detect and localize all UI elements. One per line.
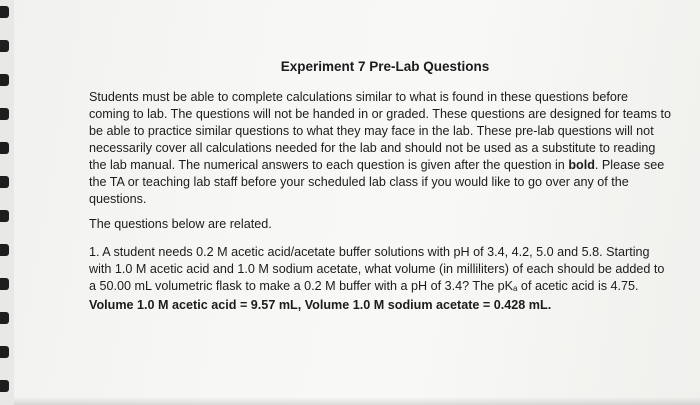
binder-hole [0, 346, 9, 358]
binder-hole [0, 176, 9, 188]
intro-bold-word: bold [568, 158, 595, 172]
binder-hole [0, 244, 9, 256]
binder-hole [0, 312, 9, 324]
intro-text-end: . Please see the TA or teaching lab staff before your scheduled lab class if you would like to go over any of the questions. [89, 158, 665, 206]
question-1 [89, 244, 671, 314]
binder-hole [0, 142, 9, 154]
binder-hole [0, 74, 9, 86]
page-title: Experiment 7 Pre-Lab Questions [280, 59, 490, 74]
intro-paragraph [89, 89, 671, 208]
binder-hole [0, 278, 9, 290]
pka-subscript: a [512, 284, 518, 293]
related-note: The questions below are related. [89, 217, 272, 231]
binder-hole [0, 108, 9, 120]
page-shadow [14, 397, 700, 405]
question-1-answer: Volume 1.0 M acetic acid = 9.57 mL, Volume 1.0 M sodium acetate = 0.428 mL. [89, 298, 552, 312]
binder-hole [0, 380, 9, 392]
binder-hole [0, 210, 9, 222]
document-content [89, 58, 671, 314]
binder-strip [0, 0, 14, 405]
binder-hole [0, 6, 9, 18]
question-1-text-end: of acetic acid is 4.75. [517, 279, 639, 293]
question-1-text: 1. A student needs 0.2 M acetic acid/acetate buffer solutions with pH of 3.4, 4.2, 5.0 and 5.8. Starting with 1.0 M acetic acid and 1.0 M sodium acetate, what volume (in milliliters) of each should be added to a 50.00 mL volumetric flask to make a 0.2 M buffer with a pH of 3.4? The pK [89, 245, 665, 293]
binder-hole [0, 40, 9, 52]
intro-text: Students must be able to complete calculations similar to what is found in these questions before coming to lab. The questions will not be handed in or graded. These questions are designed for teams to be able to practice similar questions to what they may face in the lab. These pre-lab questions will not necessarily cover all calculations needed for the lab and should not be used as a substitute to reading the lab manual. The numerical answers to each question is given after the question in [89, 90, 672, 172]
